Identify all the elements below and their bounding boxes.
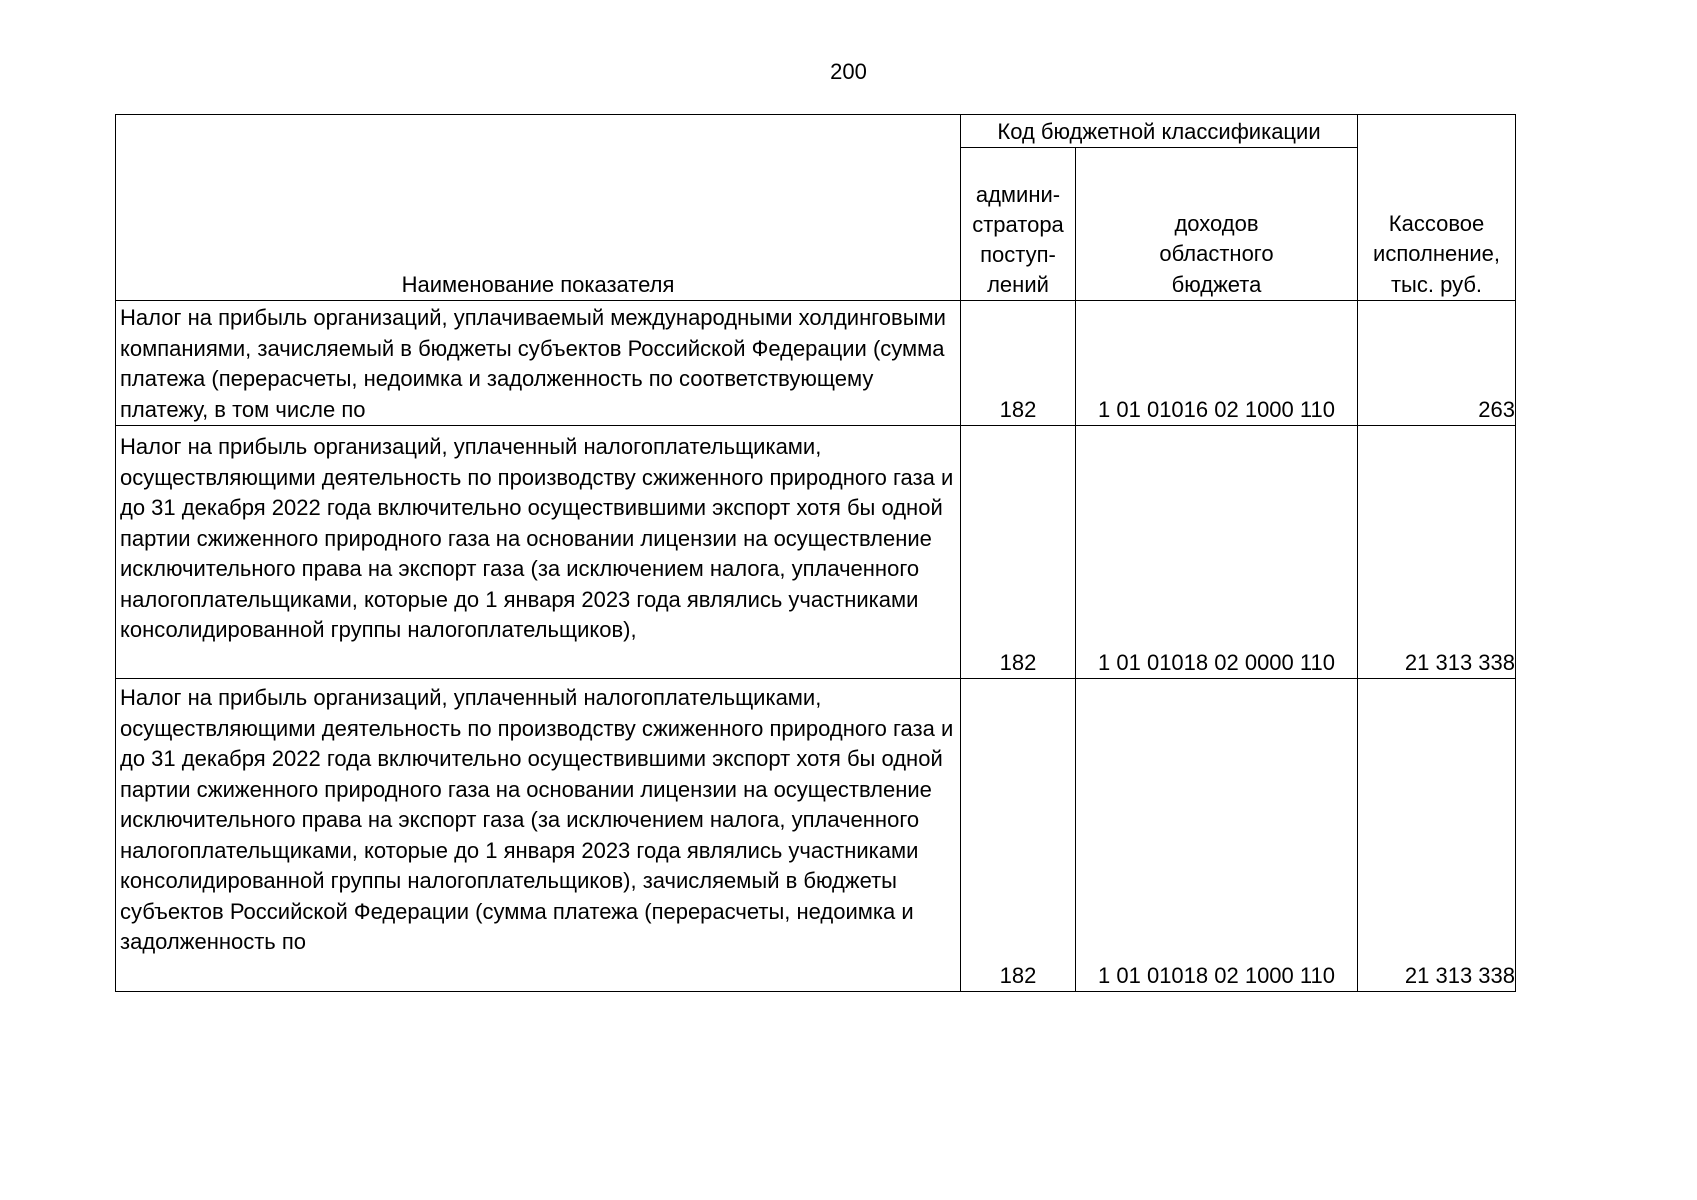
header-cash-execution-line: Кассовое [1388,210,1485,236]
header-indicator-name: Наименование показателя [116,115,961,301]
header-admin-line: стратора [972,212,1064,237]
budget-report-table [115,114,1516,992]
table-row [116,301,1516,426]
table-row [116,679,1516,992]
header-income-line: областного [1159,241,1274,266]
header-cash-execution-line: тыс. руб. [1390,271,1483,297]
income-code-cell: 1 01 01018 02 0000 110 [1076,426,1358,679]
administrator-code-cell: 182 [961,301,1076,426]
header-regional-budget-income [1076,148,1358,301]
header-admin-line: админи- [975,182,1061,207]
cash-execution-cell: 21 313 338 [1358,679,1516,992]
header-revenue-administrator [961,148,1076,301]
indicator-name-cell [116,301,961,426]
indicator-name-cell [116,679,961,992]
income-code-cell: 1 01 01016 02 1000 110 [1076,301,1358,426]
income-code-cell: 1 01 01018 02 1000 110 [1076,679,1358,992]
header-cash-execution [1358,115,1516,301]
administrator-code-cell: 182 [961,679,1076,992]
header-admin-line: лений [987,272,1049,297]
indicator-name-text: Налог на прибыль организаций, уплаченный налогоплательщиками, осуществляющими деятельность по производству сжиженного природного газа и до 31 декабря 2022 года включительно осуществившими экспорт хотя бы одной партии сжиженного природного газа на основании лицензии на осуществление исключительного права на экспорт газа (за исключением налога, уплаченного налогоплательщиками, которые до 1 января 2023 года являлись участниками консолидированной группы налогоплательщиков), [120,434,954,642]
indicator-name-cell [116,426,961,679]
header-admin-line: поступ- [980,242,1056,267]
administrator-code-cell: 182 [961,426,1076,679]
header-cash-execution-line: исполнение, [1373,241,1500,266]
table-row [116,426,1516,679]
header-row [116,115,1516,148]
header-budget-classification-code: Код бюджетной классификации [961,115,1358,148]
page-number: 200 [830,59,867,84]
indicator-name-text: Налог на прибыль организаций, уплачиваемый международными холдинговыми компаниями, зачисляемый в бюджеты субъектов Российской Федерации (сумма платежа (перерасчеты, недоимка и задолженность по соответствующему платежу, в том числе по [120,305,946,422]
cash-execution-cell: 21 313 338 [1358,426,1516,679]
cash-execution-cell: 263 [1358,301,1516,426]
indicator-name-text: Налог на прибыль организаций, уплаченный налогоплательщиками, осуществляющими деятельность по производству сжиженного природного газа и до 31 декабря 2022 года включительно осуществившими экспорт хотя бы одной партии сжиженного природного газа на основании лицензии на осуществление исключительного права на экспорт газа (за исключением налога, уплаченного налогоплательщиками, которые до 1 января 2023 года являлись участниками консолидированной группы налогоплательщиков), зачисляемый в бюджеты субъектов Российской Федерации (сумма платежа (перерасчеты, недоимка и задолженность по [120,685,954,954]
header-income-line: бюджета [1171,271,1262,297]
header-income-line: доходов [1174,210,1259,236]
